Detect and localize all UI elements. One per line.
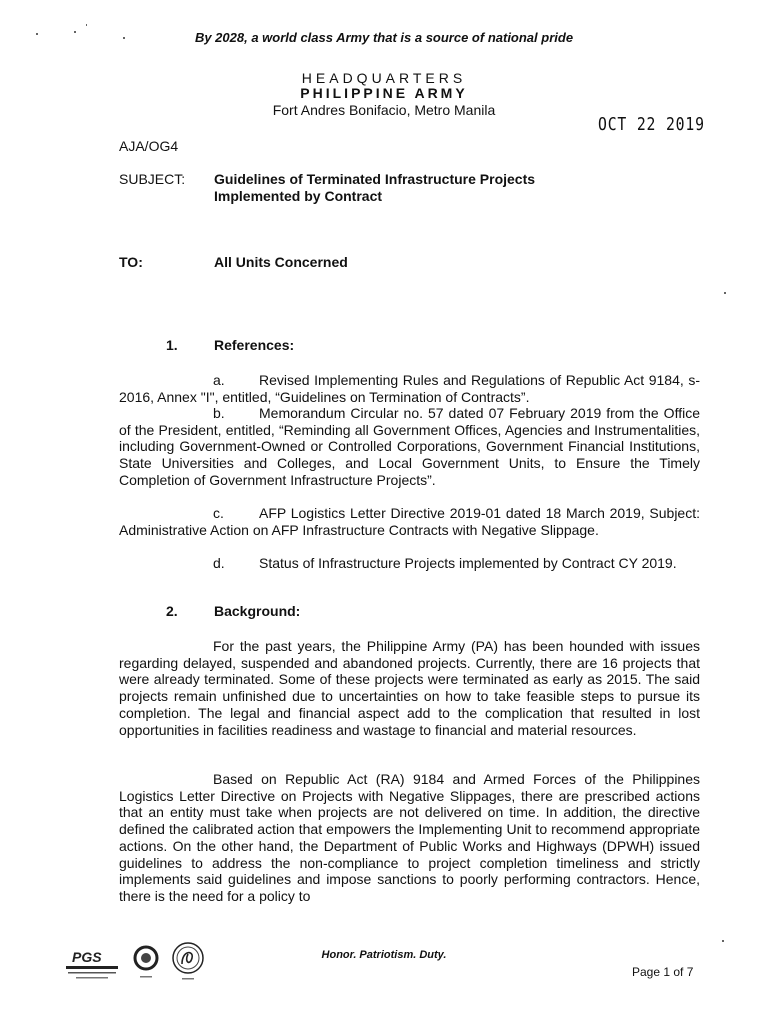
reference-d [119, 555, 700, 572]
header-headquarters: HEADQUARTERS [301, 70, 467, 86]
pgs-logo-text: PGS [72, 949, 102, 965]
reference-b [119, 405, 700, 489]
subject-line-1: Guidelines of Terminated Infrastructure Projects [214, 171, 536, 187]
scan-speck [724, 292, 726, 294]
bottom-motto: Honor. Patriotism. Duty. [321, 949, 447, 961]
office-code: AJA/OG4 [119, 138, 179, 154]
section-1-number: 1. [166, 337, 178, 353]
reference-d-text: Status of Infrastructure Projects implemented by Contract CY 2019. [259, 555, 677, 571]
reference-c-text: AFP Logistics Letter Directive 2019-01 dated 18 March 2019, Subject: Administrative Action on AFP Infrastructure Contracts with Negative Slippage. [119, 505, 700, 538]
reference-c-label: c. [213, 505, 224, 521]
reference-a-label: a. [213, 372, 225, 388]
section-1-title: References: [214, 337, 295, 353]
background-paragraph-2-text: Based on Republic Act (RA) 9184 and Armed Forces of the Philippines Logistics Letter Directive on Projects with Negative Slippages, there are prescribed actions that an entity must take when projects are not delivered on time. In addition, the directive defined the calibrated action that empowers the Implementing Unit to recommend appropriate actions. On the other hand, the Department of Public Works and Highways (DPWH) issued guidelines to address the non-compliance to project completion timeliness and strictly implements said guidelines and impose sanctions to poorly performing contractors. Hence, there is the need for a policy to [119, 771, 700, 904]
section-2-title: Background: [214, 603, 301, 619]
reference-d-label: d. [213, 555, 225, 571]
background-paragraph-1 [119, 638, 700, 738]
background-paragraph-1-text: For the past years, the Philippine Army (PA) has been hounded with issues regarding delayed, suspended and abandoned projects. Currently, there are 16 projects that were already terminated. Some of these projects were terminated as early as 2015. The said projects remain unfinished due to uncertainties on how to take feasible steps to pursue its completion. The legal and financial aspect add to the complication that resulted in lost opportunities in facilities readiness and wastage to financial and material resources. [119, 638, 700, 738]
top-motto: By 2028, a world class Army that is a source of national pride [194, 30, 574, 45]
background-paragraph-2 [119, 771, 700, 905]
header-philippine-army: PHILIPPINE ARMY [300, 85, 468, 101]
scan-speck [722, 940, 724, 942]
scan-speck [123, 37, 125, 39]
to-value: All Units Concerned [214, 254, 348, 270]
reference-b-label: b. [213, 405, 225, 421]
header-address: Fort Andres Bonifacio, Metro Manila [272, 102, 496, 118]
reference-c [119, 505, 700, 538]
to-label: TO: [119, 254, 143, 270]
reference-b-text: Memorandum Circular no. 57 dated 07 February 2019 from the Office of the President, entitled, “Reminding all Government Offices, Agencies and Instrumentalities, including Government-Owned or Controlled Corporations, Government Financial Institutions, State Universities and Colleges, and Local Government Units, to Ensure the Timely Completion of Government Infrastructure Projects”. [119, 405, 700, 488]
scan-speck [36, 33, 38, 35]
scan-speck [74, 31, 76, 33]
certification-logos [62, 938, 222, 990]
reference-a [119, 372, 700, 405]
date-stamp: OCT 22 2019 [598, 114, 705, 135]
page-number: Page 1 of 7 [632, 965, 694, 979]
scan-speck [86, 24, 87, 26]
subject-label: SUBJECT: [119, 171, 186, 187]
section-2-number: 2. [166, 603, 178, 619]
subject-line-2: Implemented by Contract [214, 188, 383, 204]
reference-a-text: Revised Implementing Rules and Regulations of Republic Act 9184, s-2016, Annex "I", entitled, “Guidelines on Termination of Contracts”. [119, 372, 700, 405]
